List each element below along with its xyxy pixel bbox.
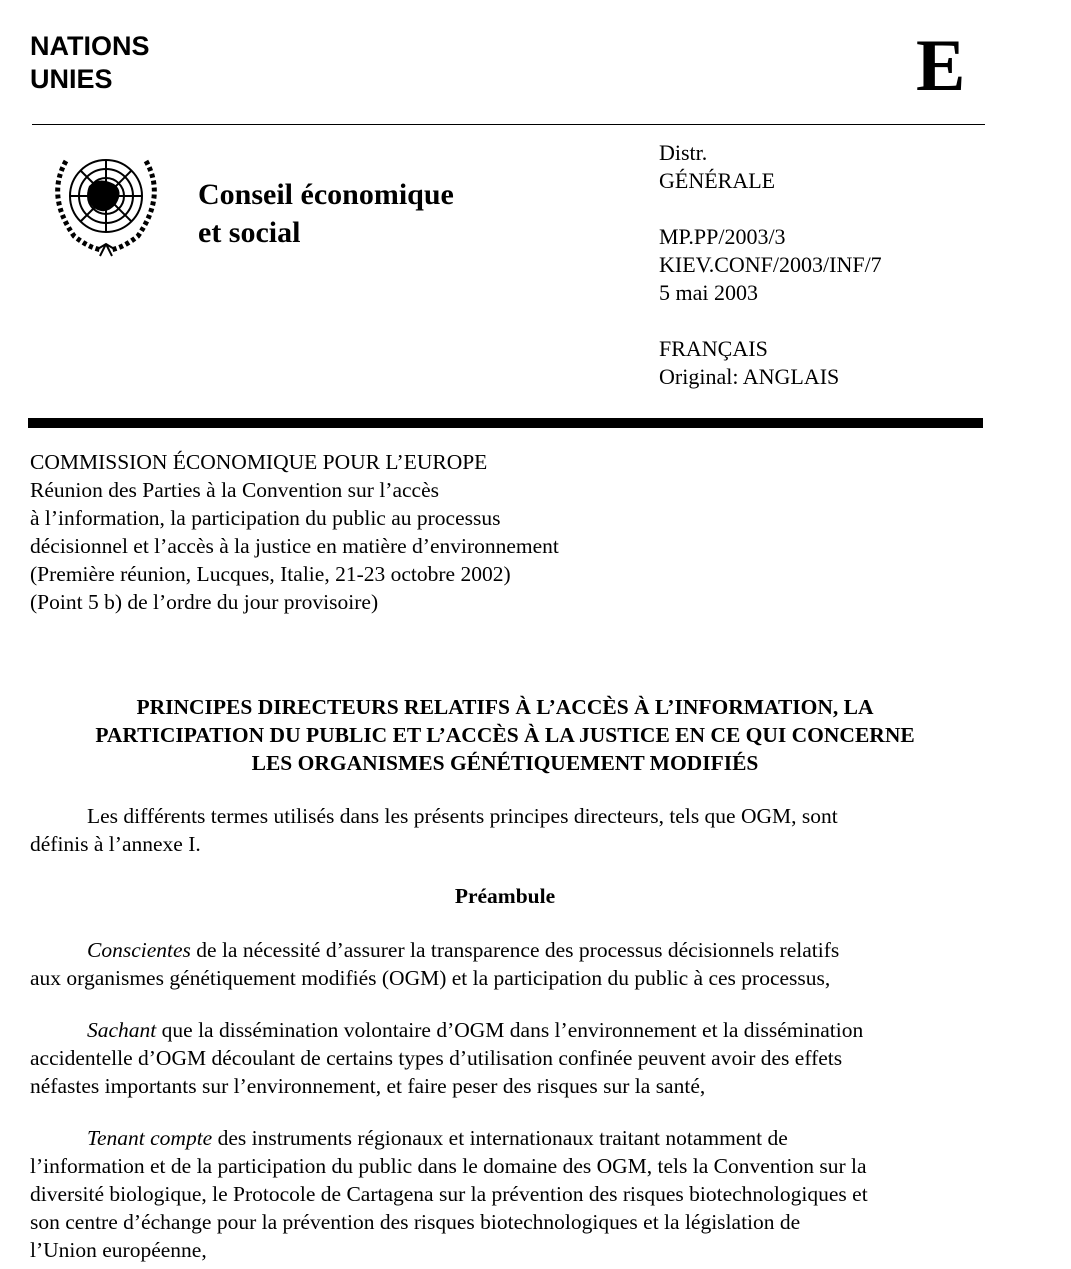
- distribution: GÉNÉRALE: [659, 168, 776, 193]
- header-divider: [32, 124, 985, 125]
- preamble-paragraph-2: [30, 1016, 863, 1100]
- commission-line: à l’information, la participation du public au processus: [30, 506, 501, 530]
- document-language: FRANÇAIS: [659, 336, 768, 361]
- paragraph-line: son centre d’échange pour la prévention des risques biotechnologiques et la législation de: [30, 1210, 801, 1234]
- paragraph-lead: Tenant compte: [87, 1126, 213, 1150]
- preamble-heading: Préambule: [454, 884, 556, 908]
- intro-paragraph: [30, 802, 838, 858]
- council-line-2: et social: [198, 216, 301, 249]
- title-line: LES ORGANISMES GÉNÉTIQUEMENT MODIFIÉS: [251, 751, 759, 775]
- paragraph-line: l’information et de la participation du public dans le domaine des OGM, tels la Convention sur la: [30, 1154, 867, 1178]
- paragraph-lead: Sachant: [87, 1018, 157, 1042]
- paragraph-lead: Conscientes: [87, 938, 191, 962]
- paragraph-line: accidentelle d’OGM découlant de certains types d’utilisation confinée peuvent avoir des effets: [30, 1046, 843, 1070]
- preamble-paragraph-3: [30, 1124, 868, 1264]
- header-thick-rule: [28, 418, 983, 428]
- paragraph-text: de la nécessité d’assurer la transparence des processus décisionnels relatifs: [190, 938, 840, 962]
- paragraph-text: des instruments régionaux et internationaux traitant notamment de: [212, 1126, 788, 1150]
- commission-line: (Point 5 b) de l’ordre du jour provisoire): [30, 590, 379, 614]
- commission-line: Réunion des Parties à la Convention sur l’accès: [30, 478, 439, 502]
- paragraph-line: diversité biologique, le Protocole de Cartagena sur la prévention des risques biotechnologiques et: [30, 1182, 868, 1206]
- council-line-1: Conseil économique: [198, 178, 454, 211]
- intro-line: définis à l’annexe I.: [30, 832, 201, 856]
- document-metadata: [659, 139, 882, 391]
- title-line: PRINCIPES DIRECTEURS RELATIFS À L’ACCÈS À L’INFORMATION, LA: [136, 695, 874, 719]
- council-name: [198, 176, 454, 252]
- paragraph-line: l’Union européenne,: [30, 1238, 207, 1262]
- commission-line: (Première réunion, Lucques, Italie, 21-23 octobre 2002): [30, 562, 511, 586]
- paragraph-line: néfastes importants sur l’environnement, et faire peser des risques sur la santé,: [30, 1074, 706, 1098]
- title-line: PARTICIPATION DU PUBLIC ET L’ACCÈS À LA JUSTICE EN CE QUI CONCERNE: [95, 723, 915, 747]
- document-symbol: MP.PP/2003/3: [659, 224, 786, 249]
- org-line-2: UNIES: [30, 64, 113, 94]
- document-symbol-alt: KIEV.CONF/2003/INF/7: [659, 252, 882, 277]
- distr-label: Distr.: [659, 140, 708, 165]
- original-language: Original: ANGLAIS: [659, 364, 840, 389]
- commission-line: COMMISSION ÉCONOMIQUE POUR L’EUROPE: [30, 450, 488, 474]
- un-emblem-icon: [44, 146, 168, 258]
- org-line-1: NATIONS: [30, 31, 150, 61]
- commission-line: décisionnel et l’accès à la justice en matière d’environnement: [30, 534, 559, 558]
- organization-name: [30, 30, 150, 96]
- preamble-paragraph-1: [30, 936, 839, 992]
- document-date: 5 mai 2003: [659, 280, 758, 305]
- commission-block: [30, 448, 559, 616]
- document-title: [0, 693, 1010, 777]
- paragraph-text: que la dissémination volontaire d’OGM dans l’environnement et la dissémination: [156, 1018, 864, 1042]
- intro-line: Les différents termes utilisés dans les présents principes directeurs, tels que OGM, sont: [87, 804, 838, 828]
- language-letter: E: [916, 25, 966, 107]
- paragraph-line: aux organismes génétiquement modifiés (OGM) et la participation du public à ces processus,: [30, 966, 831, 990]
